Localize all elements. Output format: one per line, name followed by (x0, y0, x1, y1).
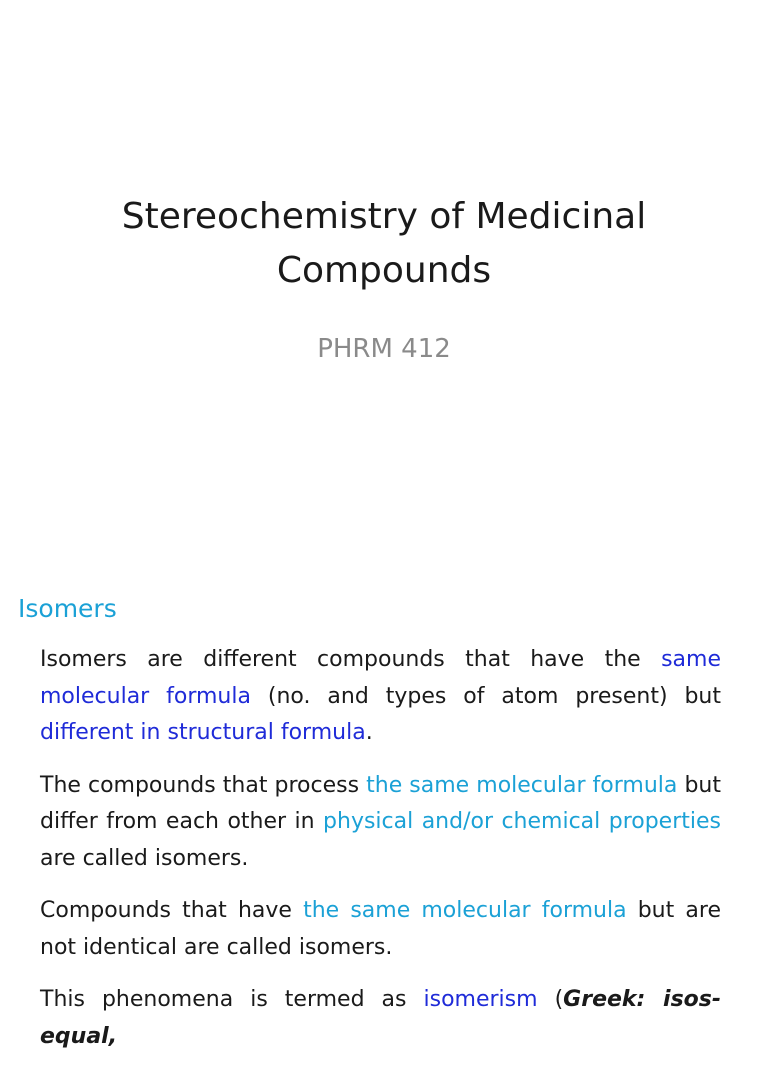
p3-highlight-1: the same molecular formula (303, 898, 627, 923)
p1-text-1: Isomers are different compounds that have the (40, 647, 662, 672)
slide-heading: Isomers (18, 594, 117, 623)
p3-text-2: but are not identical are called isomers. (40, 898, 721, 960)
slide-subtitle: PHRM 412 (317, 334, 451, 364)
p1-text-2: (no. and types of atom present) but (250, 683, 721, 709)
p4-text-1: This phenomena is termed as (40, 987, 424, 1012)
p2-highlight-1: the same molecular formula (366, 772, 678, 798)
slide-body (40, 642, 721, 1071)
p3-text-1: Compounds that have (40, 898, 304, 923)
p1-text-3: . (365, 720, 373, 745)
p2-highlight-2: physical and/or chemical properties (323, 809, 721, 834)
p4-highlight-1: isomerism (423, 987, 538, 1012)
p1-highlight-1: same molecular formula (40, 647, 721, 709)
p2-text-3: are called isomers. (40, 845, 249, 871)
isomers-slide (0, 560, 768, 1049)
slide-title (60, 190, 708, 298)
paragraph-1 (40, 642, 721, 752)
title-line-1: Stereochemistry of Medicinal (121, 196, 647, 237)
paragraph-3 (40, 893, 721, 966)
p1-highlight-2: different in structural formula (40, 720, 366, 745)
p2-text-2: but differ from each other in (40, 772, 721, 834)
p4-greek-text: Greek: isos-equal, (40, 987, 721, 1049)
p4-text-2: ( (537, 987, 564, 1012)
paragraph-4 (40, 982, 721, 1055)
title-line-2: Compounds (276, 250, 492, 291)
p2-text-1: The compounds that process (40, 772, 367, 798)
paragraph-2 (40, 768, 721, 878)
